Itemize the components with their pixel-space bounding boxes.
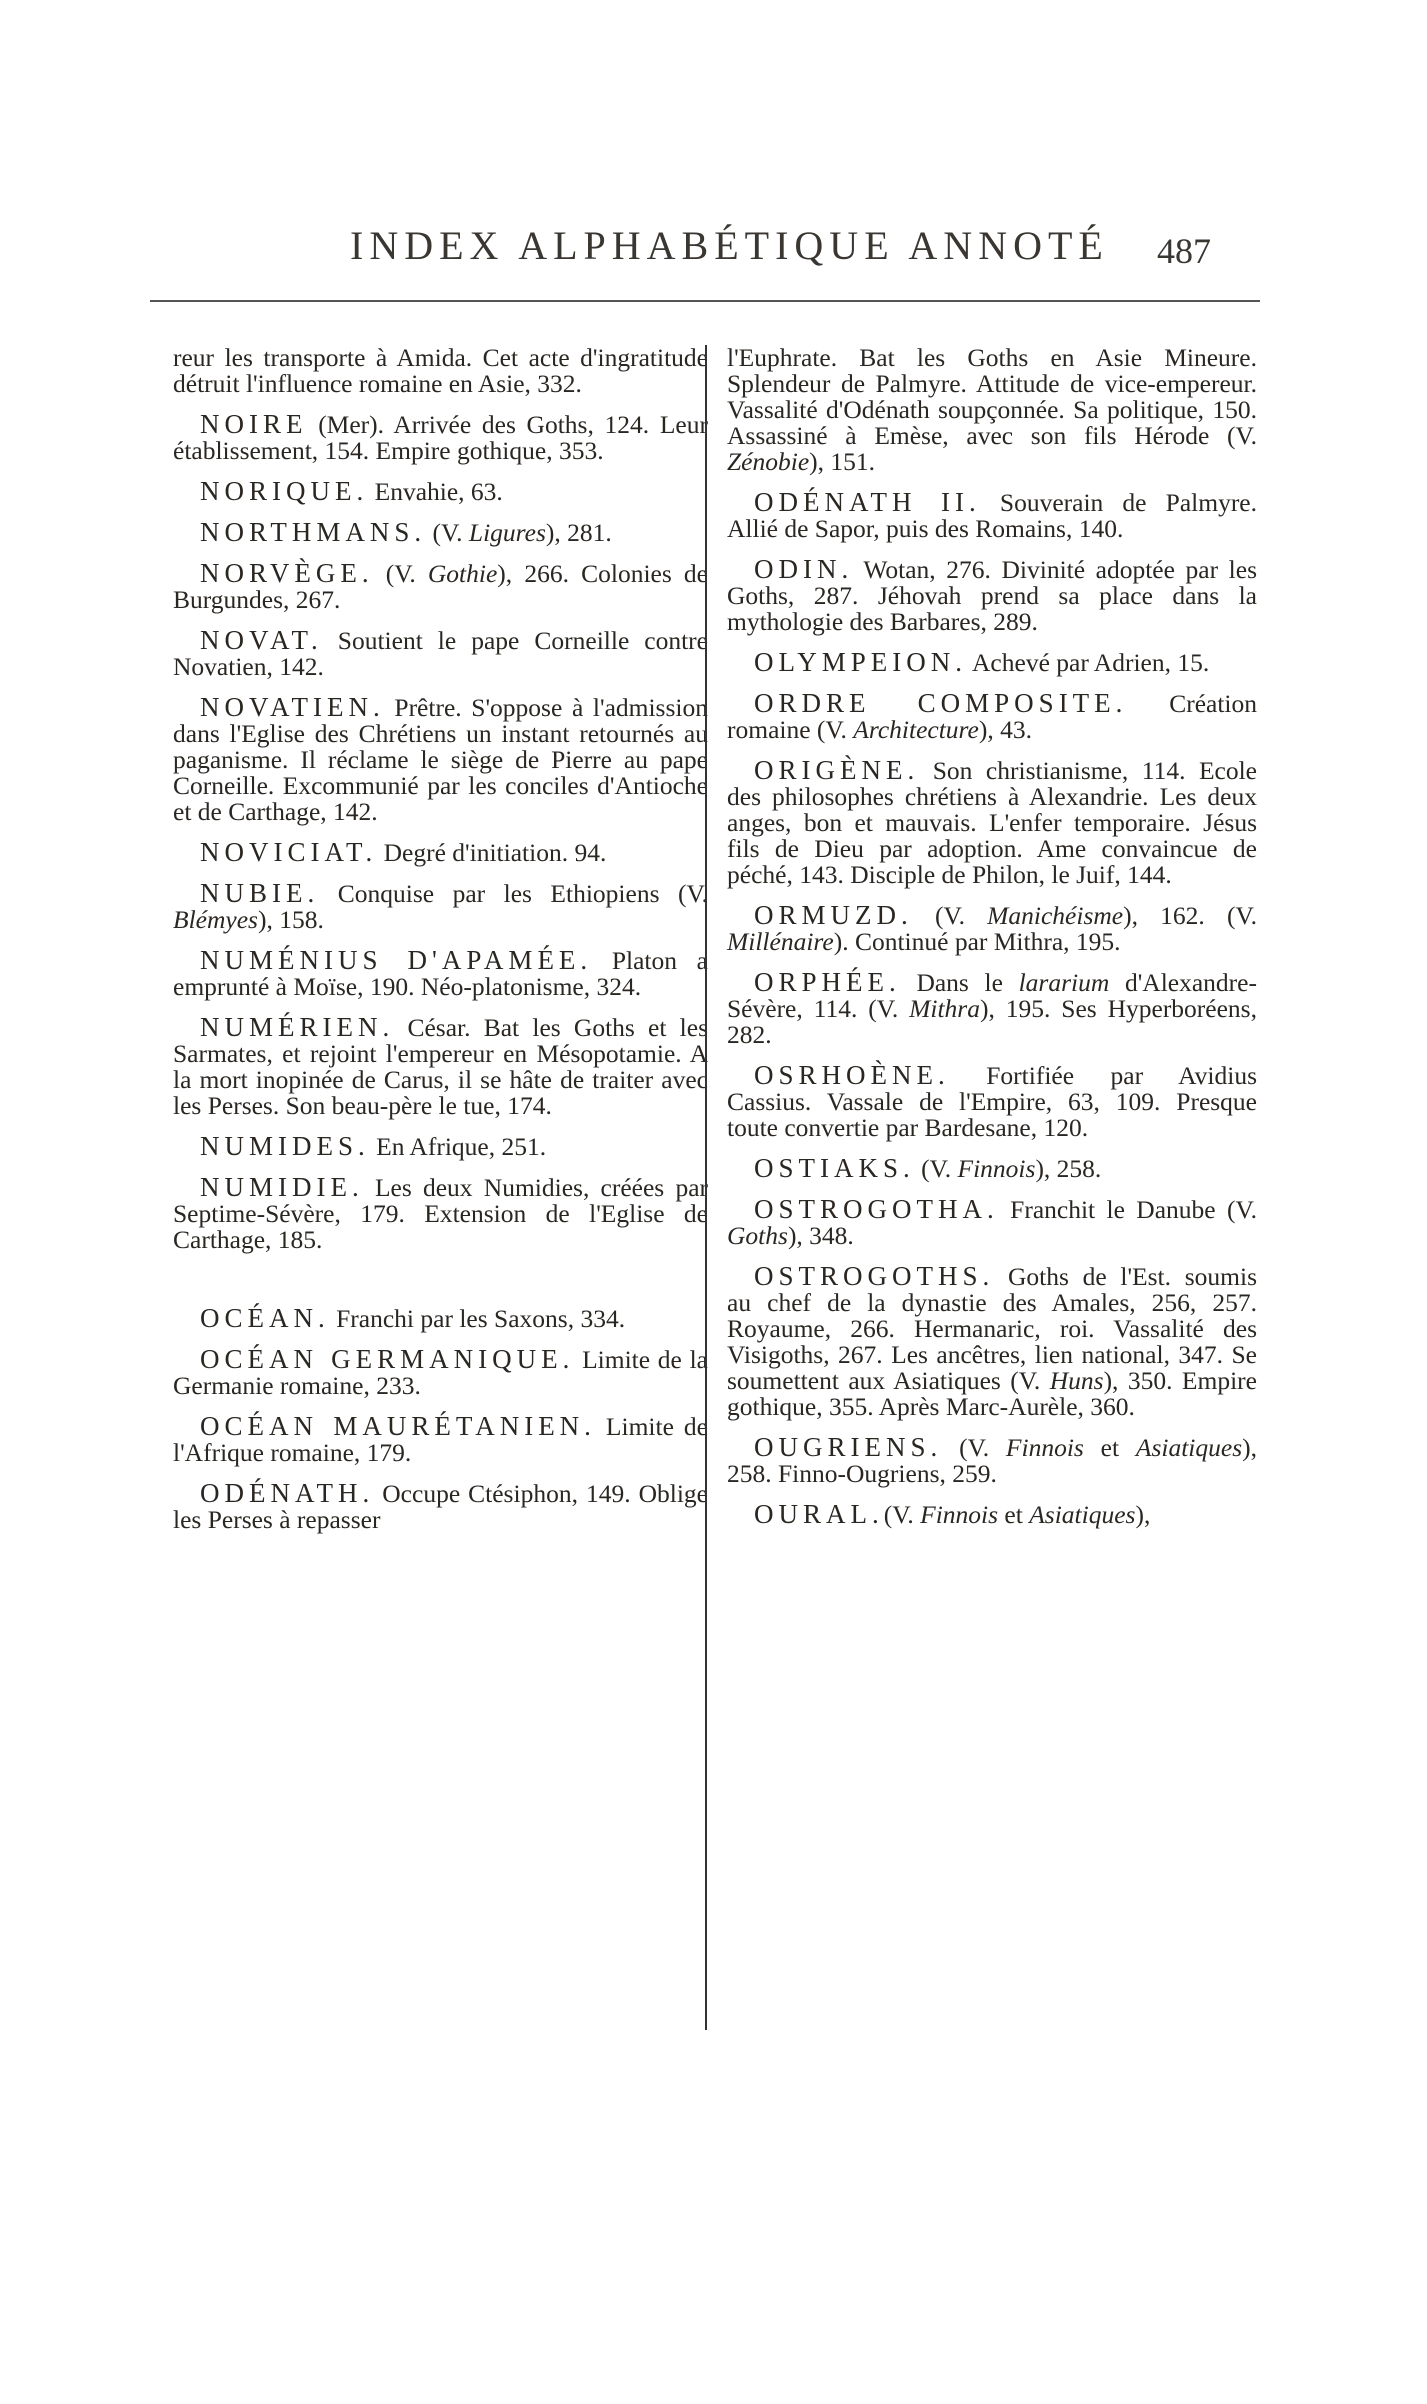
entry-text: Goths de l'Est. soumis au chef de la dynastie des Amales, 256, 257. Royaume, 266. Hermanaric, roi. Vassalité des Visigoths, 267. Les ancêtres, lien national, 347. Se soumettent aux Asiatiques (V. [727,1262,1257,1395]
index-entry [173,478,708,505]
entry-text: ), 266. Colonies de Burgundes, 267. [173,559,708,614]
left-column [173,345,708,1547]
entry-text: (V. [912,901,988,930]
entry-headword: NUBIE. [200,878,320,908]
entry-headword: ORIGÈNE. [754,755,920,785]
entry-headword: NOIRE [200,409,308,439]
index-entry [727,489,1257,542]
entry-text: Prêtre. S'oppose à l'admission dans l'Eglise des Chrétiens un instant retournés au paganisme. Il réclame le siège de Pierre au pape Corneille. Excommunié par les conciles d'Antioche et de Carthage, 142. [173,693,708,826]
running-header [0,222,1427,282]
entry-headword: ODÉNATH. [200,1478,375,1508]
entry-crossref: Mithra [909,994,980,1023]
index-entry [727,690,1257,743]
index-entry [727,649,1257,676]
entry-crossref: Millénaire [727,927,834,956]
entry-crossref: Huns [1049,1366,1104,1395]
entry-headword: ORDRE COMPOSITE. [754,688,1128,718]
index-entry [173,1305,708,1332]
entry-crossref: Blémyes [173,905,258,934]
right-column [727,345,1257,1542]
index-entry [727,556,1257,635]
entry-text: Conquise par les Ethiopiens (V. [319,879,708,908]
entry-text: l'Euphrate. Bat les Goths en Asie Mineure. Splendeur de Palmyre. Attitude de vice-empereur. Vassalité d'Odénath soupçonnée. Sa politique, 150. Assassiné à Emèse, avec son fils Hérode (V. [727,343,1257,450]
entry-text: ), 195. Ses Hyperboréens, 282. [727,994,1257,1049]
entry-text: ), 258. Finno-Ougriens, 259. [727,1433,1257,1488]
index-entry [727,902,1257,955]
entry-text: César. Bat les Goths et les Sarmates, et rejoint l'empereur en Mésopotamie. A la mort inopinée de Carus, il se hâte de traiter avec les Perses. Son beau-père le tue, 174. [173,1013,708,1120]
entry-text: (V. [426,518,469,547]
entry-headword: OLYMPEION. [754,647,968,677]
entry-headword: OCÉAN MAURÉTANIEN. [200,1411,596,1441]
entry-text: (V. [883,1500,921,1529]
entry-headword: NUMIDIE. [200,1172,364,1202]
entry-text: (V. [914,1154,958,1183]
entry-text: Platon a emprunté à Moïse, 190. Néo-platonisme, 324. [173,946,708,1001]
entry-text: Degré d'initiation. 94. [377,838,607,867]
entry-text: Souverain de Palmyre. Allié de Sapor, puis des Romains, 140. [727,488,1258,543]
index-entry [173,1133,708,1160]
entry-text: Limite de la Germanie romaine, 233. [173,1345,708,1400]
entry-headword: ORPHÉE. [754,967,901,997]
index-entry [727,1434,1257,1487]
entry-text: Fortifiée par Avidius Cassius. Vassale de l'Empire, 63, 109. Presque toute convertie par Bardesane, 120. [727,1061,1257,1142]
entry-headword: OCÉAN. [200,1303,330,1333]
entry-text: Wotan, 276. Divinité adoptée par les Goths, 287. Jéhovah prend sa place dans la mythologie des Barbares, 289. [727,555,1257,636]
entry-headword: OSRHOÈNE. [754,1060,950,1090]
index-entry [173,694,708,825]
index-entry [173,1480,708,1533]
entry-headword: NORTHMANS. [200,517,427,547]
entry-text: Son christianisme, 114. Ecole des philosophes chrétiens à Alexandrie. Les deux anges, bon et mauvais. L'enfer temporaire. Jésus fils de Dieu par adoption. Ame convaincue de péché, 143. Disciple de Philon, le Juif, 144. [727,756,1257,889]
entry-text: (V. [942,1433,1006,1462]
index-entry [173,1174,708,1253]
entry-text: d'Alexandre-Sévère, 114. (V. [727,968,1257,1023]
entry-headword: OURAL. [754,1499,884,1529]
index-entry [173,1346,708,1399]
column-divider [705,345,707,2030]
entry-text: Limite de l'Afrique romaine, 179. [173,1412,708,1467]
entry-headword: OCÉAN GERMANIQUE. [200,1344,575,1374]
entry-text: Franchi par les Saxons, 334. [329,1304,626,1333]
index-entry [727,1501,1257,1528]
entry-text: ), 158. [257,905,324,934]
entry-crossref: Ligures [468,518,546,547]
index-entry [727,1196,1257,1249]
entry-crossref: Zénobie [727,447,810,476]
entry-text: Occupe Ctésiphon, 149. Oblige les Perses à repasser [173,1479,708,1534]
index-entry [173,345,708,397]
entry-text: ), 281. [545,518,612,547]
index-entry [173,1014,708,1119]
entry-headword: NORIQUE. [200,476,369,506]
entry-text: et [1083,1433,1136,1462]
index-entry [173,839,708,866]
entry-crossref: Finnois [1005,1433,1084,1462]
entry-text: ), 43. [978,715,1032,744]
page-title: INDEX ALPHABÉTIQUE ANNOTÉ [350,223,1109,268]
entry-crossref: Finnois [957,1154,1036,1183]
header-rule [150,300,1260,302]
entry-text: (V. [373,559,428,588]
entry-text: Achevé par Adrien, 15. [967,648,1210,677]
entry-text: reur les transporte à Amida. Cet acte d'ingratitude détruit l'influence romaine en Asie, 332. [173,343,708,398]
entry-text: Envahie, 63. [368,477,503,506]
index-entry [727,1062,1257,1141]
entry-headword: NUMÉNIUS D'APAMÉE. [200,945,593,975]
index-entry [173,519,708,546]
index-entry [173,627,708,680]
entry-headword: OSTROGOTHS. [754,1261,995,1291]
entry-text: Dans le [900,968,1019,997]
entry-crossref: Finnois [920,1500,999,1529]
entry-text: Soutient le pape Corneille contre Novatien, 142. [173,626,708,681]
index-entry [727,969,1257,1048]
entry-text: Les deux Numidies, créées par Septime-Sévère, 179. Extension de l'Eglise de Carthage, 185. [173,1173,708,1254]
entry-text: et [998,1500,1030,1529]
entry-crossref: lararium [1018,968,1110,997]
entry-headword: OUGRIENS. [754,1432,943,1462]
entry-headword: OSTIAKS. [754,1153,915,1183]
page-number: 487 [1157,231,1211,271]
entry-crossref: Asiatiques [1135,1433,1243,1462]
index-entry [173,560,708,613]
index-entry [173,947,708,1000]
index-entry [727,757,1257,888]
index-entry [173,880,708,933]
entry-crossref: Architecture [853,715,979,744]
entry-text: ), 151. [809,447,876,476]
entry-headword: NOVICIAT. [200,837,378,867]
entry-headword: ODIN. [754,554,854,584]
index-entry [727,1155,1257,1182]
entry-headword: NOVATIEN. [200,692,385,722]
index-entry [727,345,1257,475]
entry-text: ), [1135,1500,1151,1529]
entry-headword: NUMIDES. [200,1131,370,1161]
entry-headword: ORMUZD. [754,900,913,930]
entry-text: ). Continué par Mithra, 195. [833,927,1121,956]
entry-text: Création romaine (V. [727,689,1257,744]
entry-headword: NUMÉRIEN. [200,1012,395,1042]
index-entry [173,411,708,464]
entry-crossref: Goths [727,1221,788,1250]
entry-headword: NORVÈGE. [200,558,374,588]
entry-headword: ODÉNATH II. [754,487,981,517]
entry-text: (Mer). Arrivée des Goths, 124. Leur établissement, 154. Empire gothique, 353. [173,410,708,465]
entry-text: ), 258. [1035,1154,1102,1183]
entry-crossref: Asiatiques [1029,1500,1136,1529]
entry-crossref: Manichéisme [987,901,1124,930]
entry-text: ), 162. (V. [1123,901,1257,930]
entry-text: ), 350. Empire gothique, 355. Après Marc-Aurèle, 360. [727,1366,1257,1421]
entry-text: En Afrique, 251. [369,1132,547,1161]
entry-text: Franchit le Danube (V. [998,1195,1257,1224]
entry-crossref: Gothie [427,559,498,588]
index-entry [727,1263,1257,1420]
entry-headword: OSTROGOTHA. [754,1194,999,1224]
index-entry [173,1413,708,1466]
entry-headword: NOVAT. [200,625,323,655]
entry-text: ), 348. [787,1221,854,1250]
